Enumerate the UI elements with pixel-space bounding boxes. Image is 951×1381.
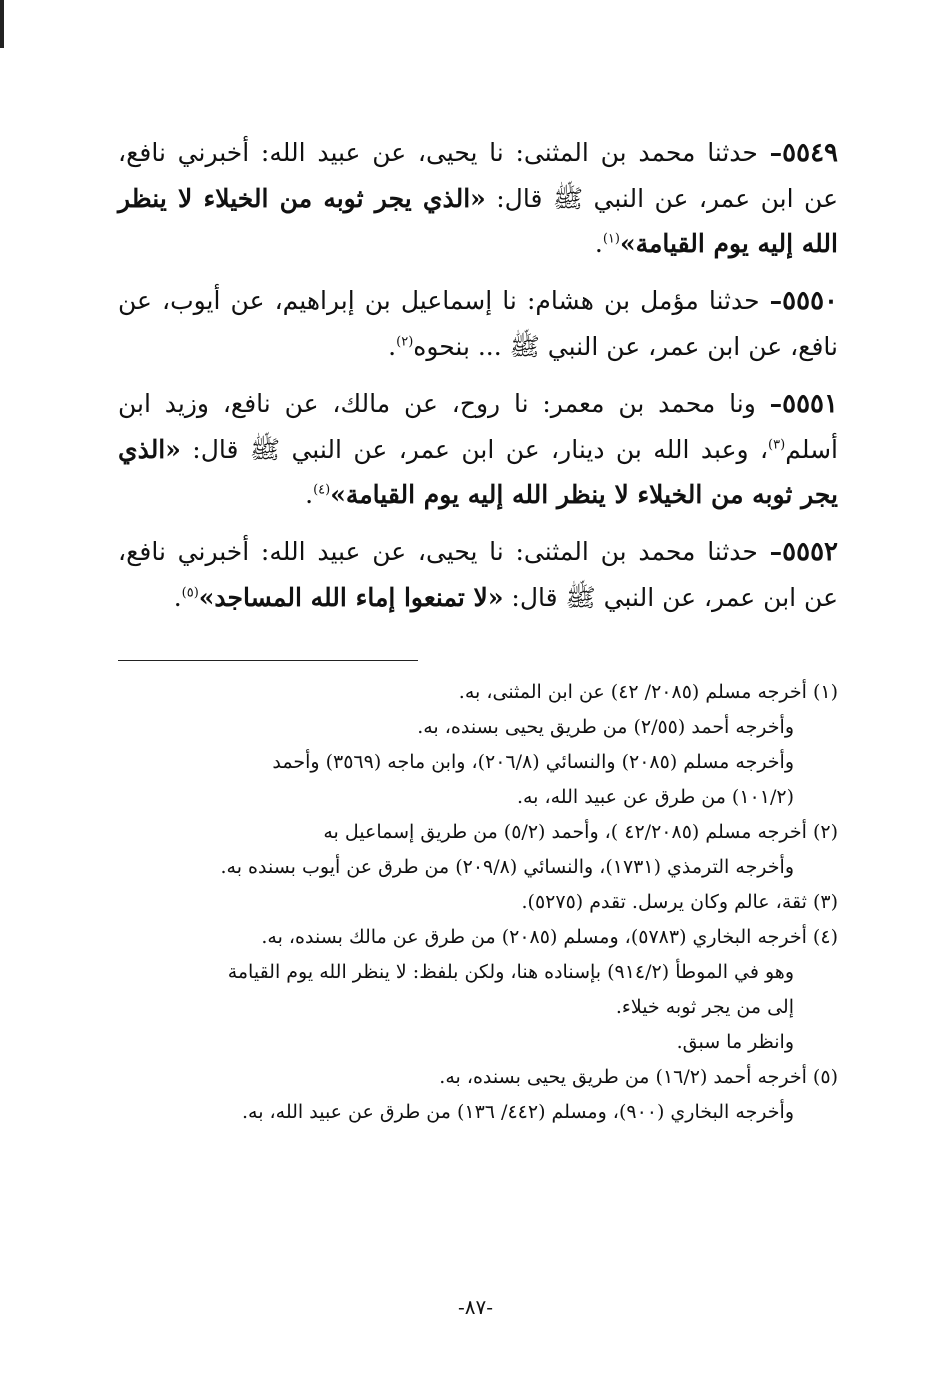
hadith-isnad: حدثنا محمد بن المثنى: نا يحيى، عن عبيد الله: أخبرني نافع، عن ابن عمر، عن النبي ﷺ قال:: [118, 138, 838, 213]
footnote-1: (١) أخرجه مسلم (٢٠٨٥/ ٤٢) عن ابن المثنى، به.: [458, 681, 838, 703]
footnote-2: (٢) أخرجه مسلم (٤٢/٢٠٨٥ )، وأحمد (٥/٢) من طريق إسماعيل به: [323, 821, 838, 843]
footnote-line: وأخرجه أحمد (٢/٥٥) من طريق يحيى بسنده، به.: [417, 716, 794, 738]
hadith-5552: ٥٥٥٢– حدثنا محمد بن المثنى: نا يحيى، عن عبيد الله: أخبرني نافع، عن ابن عمر، عن النبي ﷺ قال: «لا تمنعوا إماء الله المساجد»$^{(٥)}$.: [118, 537, 838, 612]
hadith-number: ٥٥٤٩: [782, 138, 838, 168]
hadith-matn: «الذي يجر ثوبه من الخيلاء لا ينظر الله إليه يوم القيامة»: [118, 435, 838, 509]
hadith-isnad: حدثنا مؤمل بن هشام: نا إسماعيل بن إبراهيم، عن أيوب، عن نافع، عن ابن عمر، عن النبي ﷺ ... بنحوه: [118, 286, 838, 361]
hadith-matn: «الذي يجر ثوبه من الخيلاء لا ينظر الله إليه يوم القيامة»: [118, 184, 838, 258]
hadith-matn: «لا تمنعوا إماء الله المساجد»: [198, 583, 504, 612]
footnote-3: (٣) ثقة، عالم وكان يرسل. تقدم (٥٢٧٥).: [521, 891, 838, 913]
hadith-isnad: ونا محمد بن معمر: نا روح، عن مالك، عن نافع، وزيد ابن أسلم: [118, 389, 838, 464]
footnote-line: وأخرجه مسلم (٢٠٨٥) والنسائي (٢٠٦/٨)، وابن ماجه (٣٥٦٩) وأحمد: [272, 751, 794, 773]
footnote-ref: (٥): [181, 585, 199, 601]
footnote-line: إلى من يجر ثوبه خيلاء.: [615, 996, 794, 1018]
hadith-5549: ٥٥٤٩– حدثنا محمد بن المثنى: نا يحيى، عن عبيد الله: أخبرني نافع، عن ابن عمر، عن النبي ﷺ قال: «الذي يجر ثوبه من الخيلاء لا ينظر الله إليه يوم القيامة»$^{(١)}$.: [118, 138, 838, 258]
footnote-line: وانظر ما سبق.: [676, 1031, 794, 1053]
footnote-ref: (٢): [396, 334, 414, 350]
footnote-5: (٥) أخرجه أحمد (١٦/٢) من طريق يحيى بسنده، به.: [439, 1066, 838, 1088]
hadith-number: ٥٥٥١: [782, 389, 838, 419]
page-body: [118, 130, 838, 1130]
footnote-line: وهو في الموطأ (٩١٤/٢) بإسناده هنا، ولكن بلفظ: لا ينظر الله يوم القيامة: [227, 961, 794, 983]
footnote-ref: (٣): [768, 437, 786, 453]
hadith-isnad: حدثنا محمد بن المثنى: نا يحيى، عن عبيد الله: أخبرني نافع، عن ابن عمر، عن النبي ﷺ قال:: [118, 537, 838, 612]
footnote-ref: (٤): [313, 482, 331, 498]
hadith-5551: ٥٥٥١– ونا محمد بن معمر: نا روح، عن مالك، عن نافع، وزيد ابن أسلم$^{(٣)}$، وعبد الله بن دينار، عن ابن عمر، عن النبي ﷺ قال: «الذي يجر ثوبه من الخيلاء لا ينظر الله إليه يوم القيامة»$^{(٤)}$.: [118, 389, 838, 509]
footnotes: [118, 675, 838, 1130]
hadith-number: ٥٥٥٢: [782, 537, 838, 567]
footnote-ref: (١): [602, 231, 620, 247]
scan-edge-mark: [0, 0, 4, 48]
footnote-4: (٤) أخرجه البخاري (٥٧٨٣)، ومسلم (٢٠٨٥) من طرق عن مالك بسنده، به.: [261, 926, 838, 948]
footnote-line: وأخرجه البخاري (٩٠٠)، ومسلم (٤٤٢/ ١٣٦) من طرق عن عبيد الله، به.: [241, 1101, 794, 1123]
hadith-isnad-cont: ، وعبد الله بن دينار، عن ابن عمر، عن النبي ﷺ قال:: [180, 435, 769, 464]
footnote-separator: [118, 660, 418, 661]
hadith-number: ٥٥٥٠: [782, 286, 838, 316]
footnote-line: وأخرجه الترمذي (١٧٣١)، والنسائي (٢٠٩/٨) من طرق عن أيوب بسنده به.: [220, 856, 794, 878]
footnote-line: (١٠١/٢) من طرق عن عبيد الله، به.: [516, 786, 794, 808]
hadith-5550: ٥٥٥٠– حدثنا مؤمل بن هشام: نا إسماعيل بن إبراهيم، عن أيوب، عن نافع، عن ابن عمر، عن النبي ﷺ ... بنحوه$^{(٢)}$.: [118, 286, 838, 361]
page-number: -٨٧-: [457, 1295, 493, 1319]
